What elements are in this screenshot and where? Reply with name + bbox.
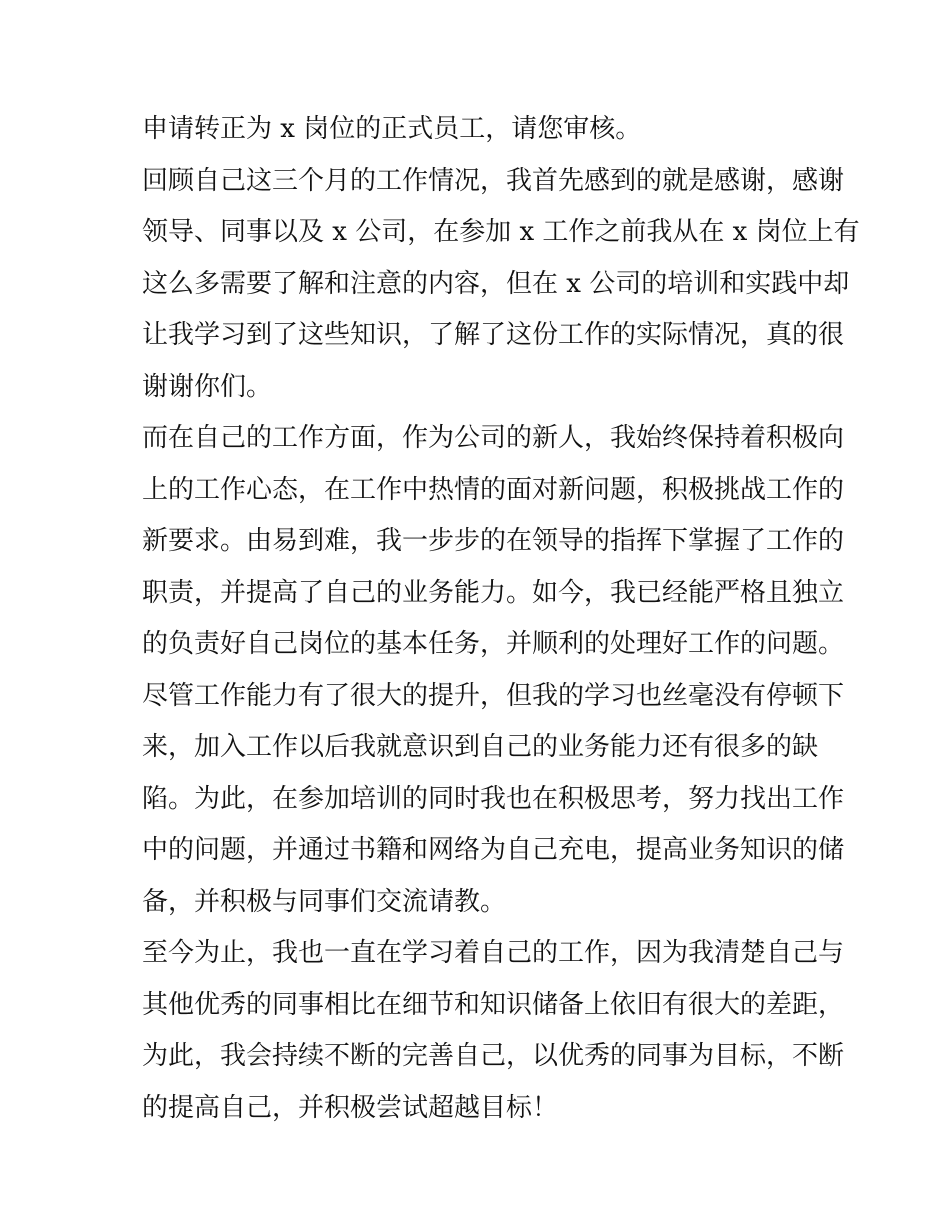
text-line: 尽管工作能力有了很大的提升，但我的学习也丝毫没有停顿下 <box>142 680 845 711</box>
text-line: 让我学习到了这些知识，了解了这份工作的实际情况，真的很 <box>142 320 845 350</box>
document-body <box>142 104 860 1134</box>
text-line: 申请转正为 x 岗位的正式员工，请您审核。 <box>142 114 642 144</box>
text-line: 来，加入工作以后我就意识到自己的业务能力还有很多的缺 <box>142 732 819 762</box>
text-line: 新要求。由易到难，我一步步的在领导的指挥下掌握了工作的 <box>142 526 845 556</box>
text-line: 备，并积极与同事们交流请教。 <box>142 886 507 917</box>
text-line: 其他优秀的同事相比在细节和知识储备上依旧有很大的差距， <box>142 989 845 1020</box>
text-line: 上的工作心态，在工作中热情的面对新问题，积极挑战工作的 <box>142 474 845 505</box>
text-line: 中的问题，并通过书籍和网络为自己充电，提高业务知识的储 <box>142 835 845 865</box>
text-line: 的负责好自己岗位的基本任务，并顺利的处理好工作的问题。 <box>142 629 845 659</box>
text-line: 为此，我会持续不断的完善自己，以优秀的同事为目标，不断 <box>142 1041 845 1071</box>
text-line: 的提高自己，并积极尝试超越目标！ <box>142 1092 559 1123</box>
text-line: 回顾自己这三个月的工作情况，我首先感到的就是感谢，感谢 <box>142 165 845 196</box>
text-line: 陷。为此，在参加培训的同时我也在积极思考，努力找出工作 <box>142 783 845 814</box>
text-line: 而在自己的工作方面，作为公司的新人，我始终保持着积极向 <box>142 423 845 453</box>
text-line: 至今为止，我也一直在学习着自己的工作，因为我清楚自己与 <box>142 938 845 968</box>
text-line: 职责，并提高了自己的业务能力。如今，我已经能严格且独立 <box>142 577 845 608</box>
text-line: 领导、同事以及 x 公司，在参加 x 工作之前我从在 x 岗位上有 <box>142 217 860 247</box>
text-line: 谢谢你们。 <box>142 371 273 402</box>
text-line: 这么多需要了解和注意的内容，但在 x 公司的培训和实践中却 <box>142 268 850 299</box>
